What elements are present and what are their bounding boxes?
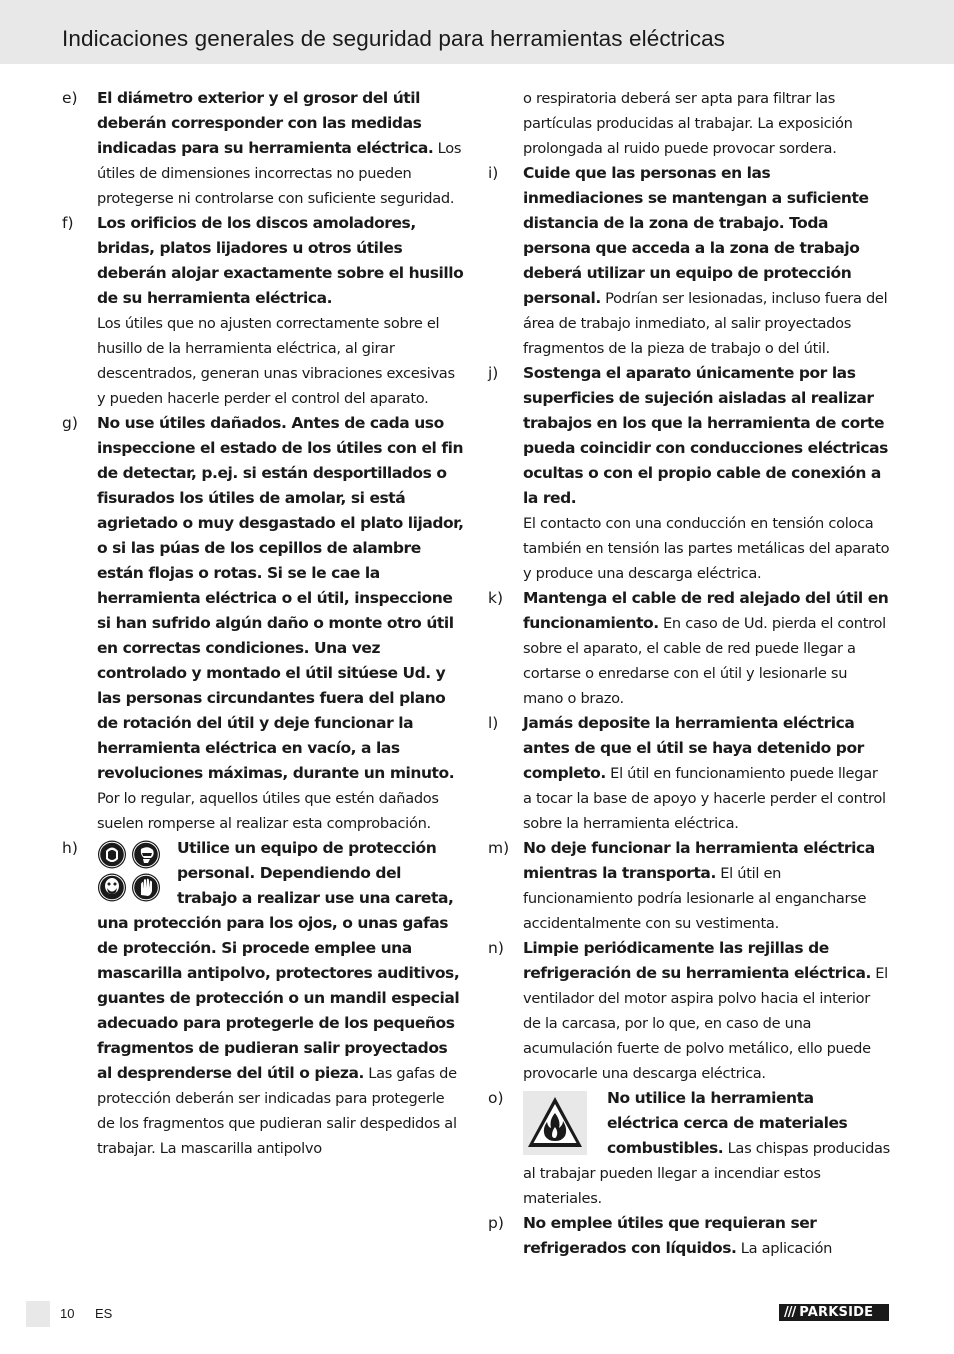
item-letter: j) xyxy=(488,364,499,382)
page-title: Indicaciones generales de seguridad para herramientas eléctricas xyxy=(62,26,726,51)
item-text: No emplee útiles que requieran ser refrigerados con líquidos. La aplicación xyxy=(523,1214,833,1257)
safety-item-n xyxy=(488,936,890,1086)
page-tab-marker xyxy=(26,1301,50,1327)
item-explanation: Los útiles que no ajusten correctamente sobre el husillo de la herramienta eléctrica, al girar descentrados, generan unas vibraciones excesivas y pueden hacerle perder el control del aparato. xyxy=(97,315,455,407)
safety-item-l xyxy=(488,711,890,836)
item-letter: p) xyxy=(488,1214,504,1232)
item-letter: n) xyxy=(488,939,504,957)
safety-item-p xyxy=(488,1211,890,1261)
item-text: Utilice un equipo de protección personal. Dependiendo del trabajo a realizar use una careta, una protección para los ojos, o unas gafas de protección. Si procede emplee una mascarilla antipolvo, protectores auditivos, guantes de protección o un mandil especial adecuado para protegerle de los pequeños fragmentos de pudieran salir proyectados al desprenderse del útil o pieza. Las gafas de protección deberán ser indicadas para protegerle de los fragmentos que pudieran salir despedidos al trabajar. La mascarilla antipolvo xyxy=(97,839,460,1157)
item-text: Mantenga el cable de red alejado del útil en funcionamiento. En caso de Ud. pierda el control sobre el aparato, el cable de red puede llegar a cortarse o enredarse con el útil y lesionarle su mano o brazo. xyxy=(523,589,889,707)
item-letter: m) xyxy=(488,839,510,857)
item-letter: l) xyxy=(488,714,499,732)
brand-name: PARKSIDE xyxy=(799,1305,874,1320)
item-letter: g) xyxy=(62,414,78,432)
item-text: No utilice la herramienta eléctrica cerca de materiales combustibles. Las chispas producidas al trabajar pueden llegar a incendiar estos materiales. xyxy=(523,1089,890,1207)
safety-item-j xyxy=(488,361,890,586)
item-text: Jamás deposite la herramienta eléctrica antes de que el útil se haya detenido por completo. El útil en funcionamiento puede llegar a tocar la base de apoyo y hacerle perder el control sobre la herramienta eléctrica. xyxy=(523,714,886,832)
item-letter: e) xyxy=(62,89,78,107)
item-letter: o) xyxy=(488,1089,504,1107)
flammable-warning-icon xyxy=(523,1091,587,1155)
right-column xyxy=(488,86,890,1261)
parkside-logo xyxy=(779,1304,889,1321)
logo-slashes: /// xyxy=(784,1305,796,1320)
safety-item-g xyxy=(62,411,464,836)
safety-item-h xyxy=(62,836,464,1161)
page-header xyxy=(0,0,954,64)
page-number: 10 xyxy=(60,1306,75,1321)
item-letter: k) xyxy=(488,589,504,607)
safety-item-f xyxy=(62,211,464,411)
item-letter: h) xyxy=(62,839,78,857)
face-shield-icon xyxy=(97,840,127,869)
item-letter: i) xyxy=(488,164,499,182)
eye-protection-icon xyxy=(131,840,161,869)
item-text: Limpie periódicamente las rejillas de refrigeración de su herramienta eléctrica. El ventilador del motor aspira polvo hacia el interior de la carcasa, por lo que, en caso de una acumulación fuerte de polvo metálico, ello puede provocarle una descarga eléctrica. xyxy=(523,939,888,1082)
safety-item-o xyxy=(488,1086,890,1211)
item-text: Los orificios de los discos amoladores, bridas, platos lijadores u otros útiles deberán alojar exactamente sobre el husillo de su herramienta eléctrica. xyxy=(97,214,464,307)
language-code: ES xyxy=(95,1306,113,1321)
item-explanation: El contacto con una conducción en tensión coloca también en tensión las partes metálicas del aparato y produce una descarga eléctrica. xyxy=(523,515,890,582)
safety-item-k xyxy=(488,586,890,711)
ppe-icons xyxy=(97,840,161,902)
safety-item-e xyxy=(62,86,464,211)
dust-mask-icon xyxy=(97,873,127,902)
safety-item-i xyxy=(488,161,890,361)
item-text: No deje funcionar la herramienta eléctrica mientras la transporta. El útil en funcionamiento podría lesionarle al engancharse accidentalmente con su vestimenta. xyxy=(523,839,875,932)
item-text: Sostenga el aparato únicamente por las superficies de sujeción aisladas al realizar trabajos en los que la herramienta de corte pueda coincidir con conducciones eléctricas ocultas o con el propio cable de conexión a la red. xyxy=(523,364,888,507)
item-text: o respiratoria deberá ser apta para filtrar las partículas producidas al trabajar. La exposición prolongada al ruido puede provocar sordera. xyxy=(523,90,853,157)
item-letter: f) xyxy=(62,214,74,232)
safety-item-h-continued xyxy=(488,86,890,161)
item-text: Cuide que las personas en las inmediaciones se mantengan a suficiente distancia de la zona de trabajo. Toda persona que acceda a la zona de trabajo deberá utilizar un equipo de protección personal. Podrían ser lesionadas, incluso fuera del área de trabajo inmediato, al salir proyectados fragmentos de la pieza de trabajo o del útil. xyxy=(523,164,888,357)
safety-item-m xyxy=(488,836,890,936)
left-column xyxy=(62,86,464,1161)
hearing-protection-icon xyxy=(131,873,161,902)
item-text: No use útiles dañados. Antes de cada uso inspeccione el estado de los útiles con el fin de detectar, p.ej. si están desportillados o fisurados los útiles de amolar, si está agrietado o muy desgastado el plato lijador, o si las púas de los cepillos de alambre están flojas o rotas. Si se le cae la herramienta eléctrica o el útil, inspeccione si han sufrido algún daño o monte otro útil en correctas condiciones. Una vez controlado y montado el útil sitúese Ud. y las personas circundantes fuera del plano de rotación del útil y deje funcionar la herramienta eléctrica en vacío, a las revoluciones máximas, durante un minuto. Por lo regular, aquellos útiles que estén dañados suelen romperse al realizar esta comprobación. xyxy=(97,414,464,832)
item-text: El diámetro exterior y el grosor del útil deberán corresponder con las medidas indicadas para su herramienta eléctrica. Los útiles de dimensiones incorrectas no pueden protegerse ni controlarse con suficiente seguridad. xyxy=(97,89,462,207)
